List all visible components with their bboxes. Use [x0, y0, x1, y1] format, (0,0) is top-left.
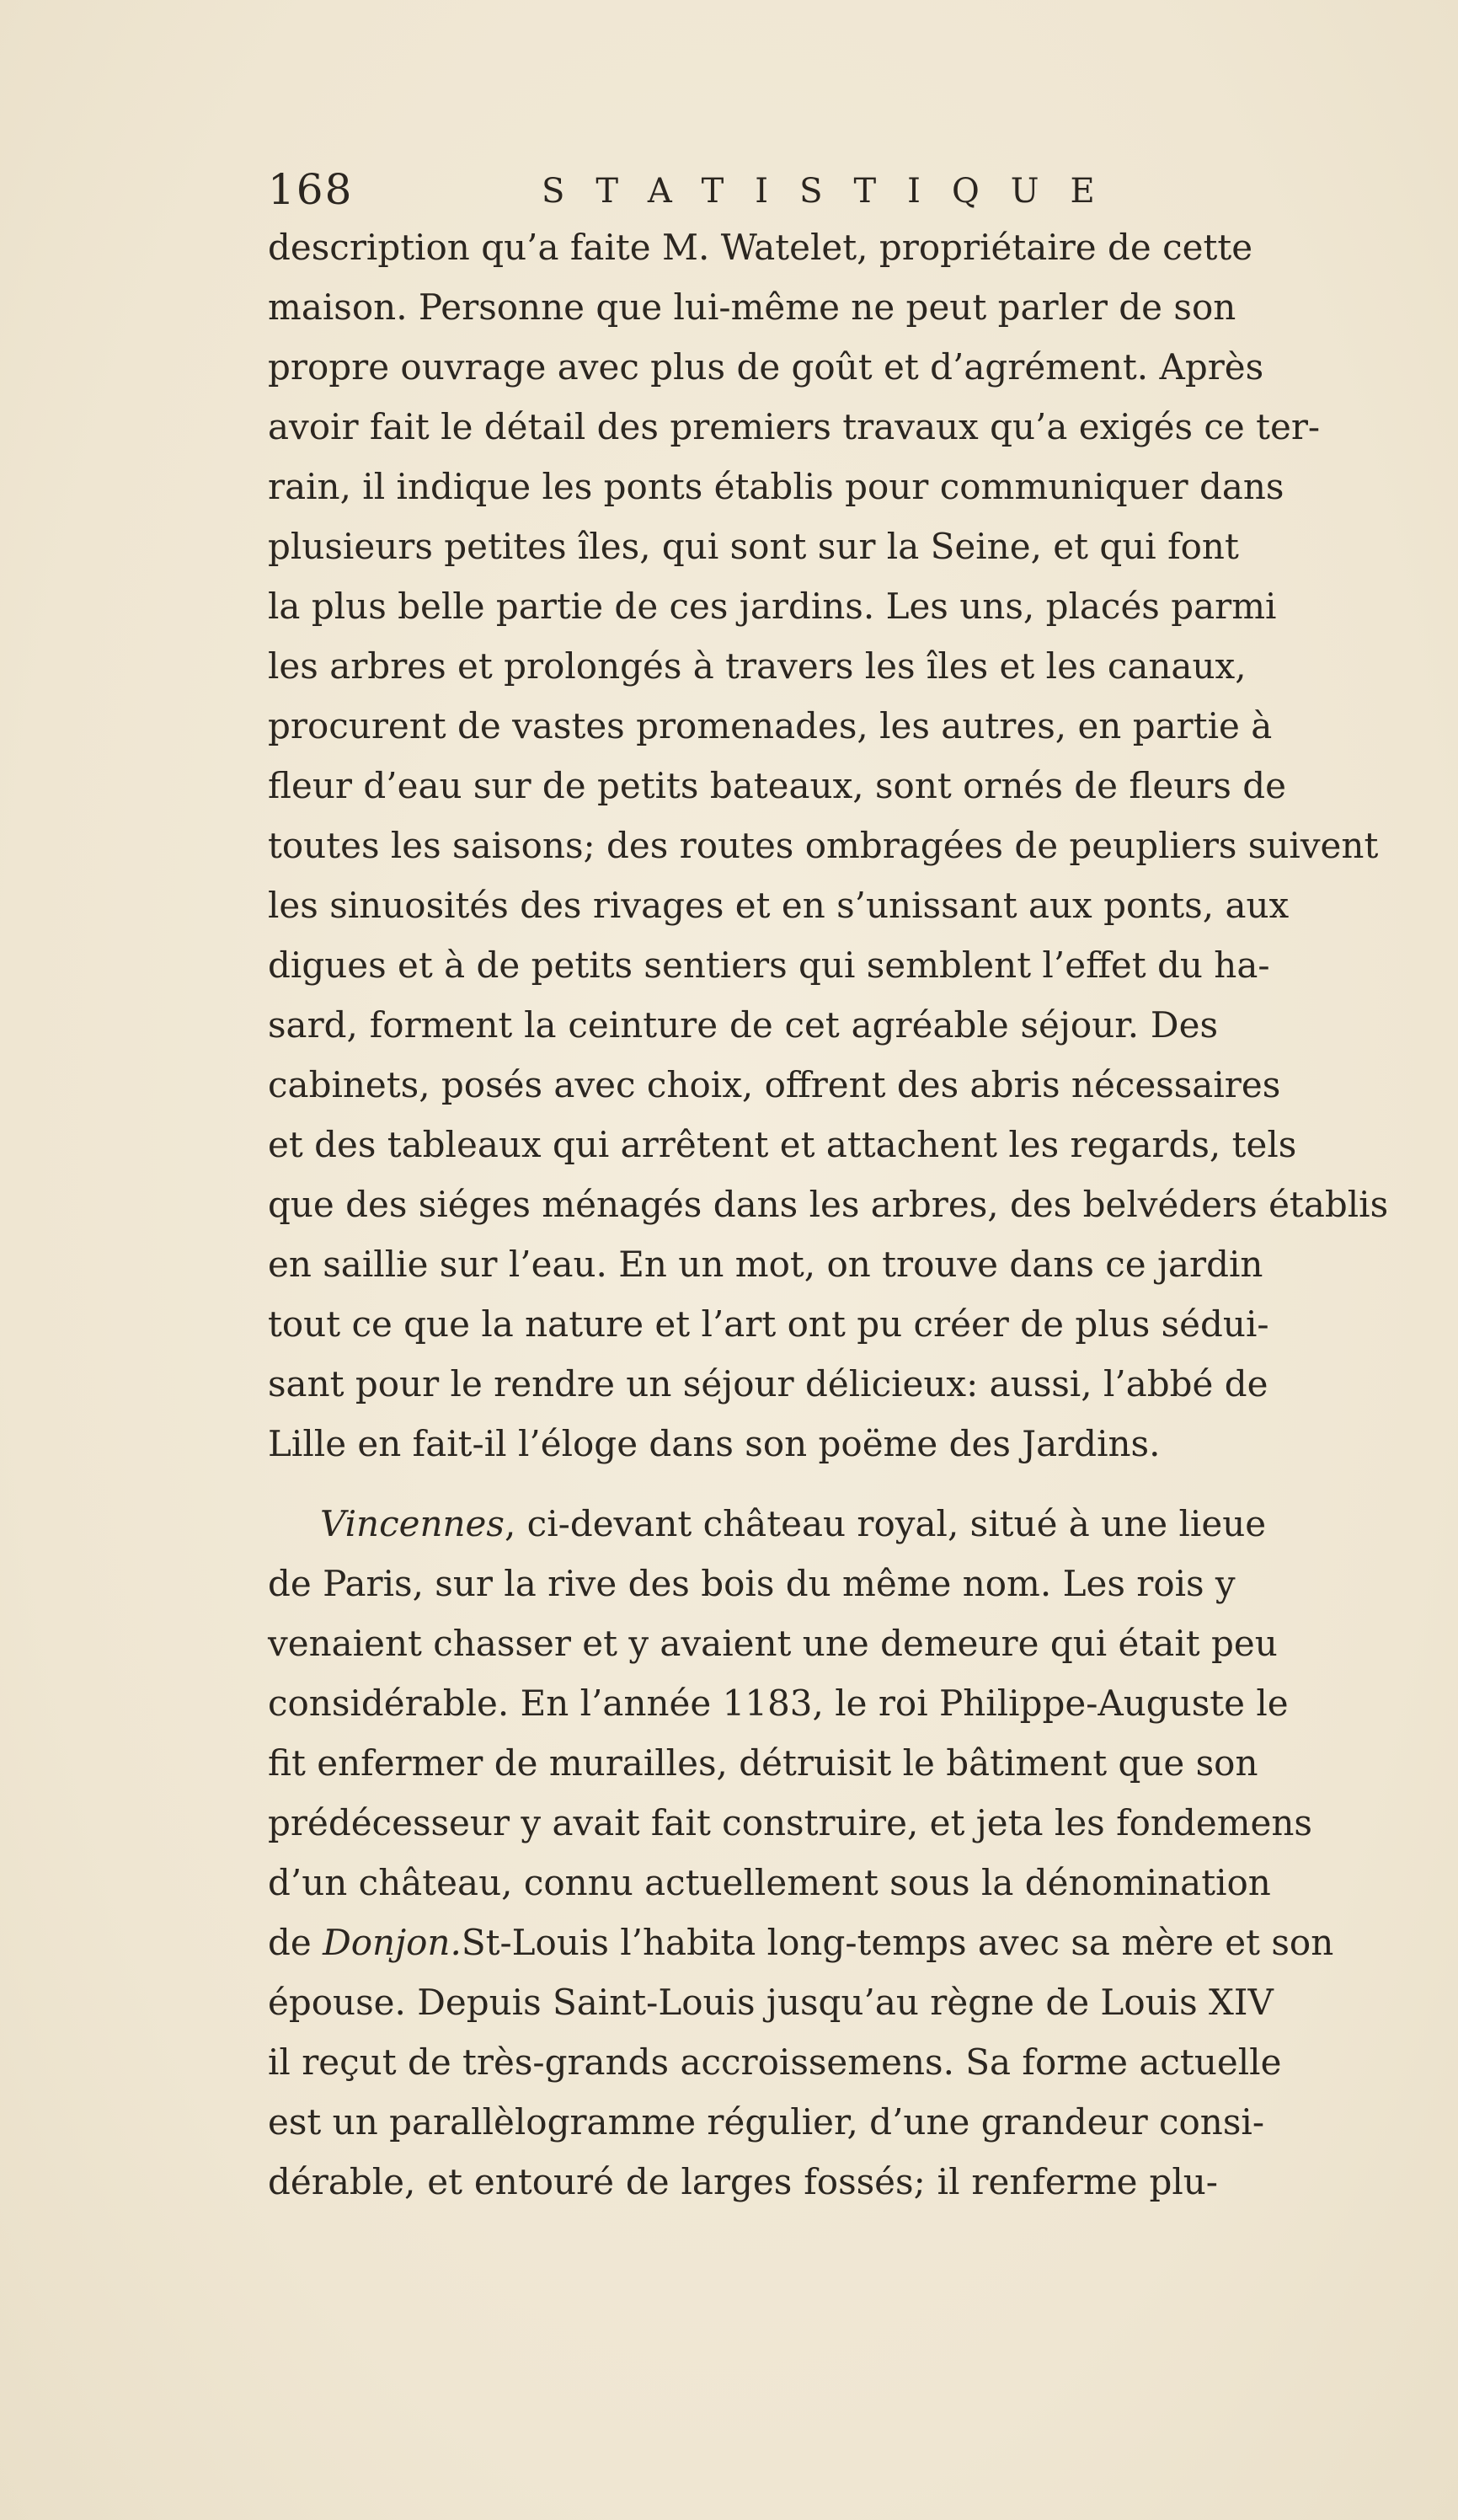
- text-line: tout ce que la nature et l’art ont pu créer de plus sédui-: [268, 1303, 1269, 1345]
- text-line: cabinets, posés avec choix, offrent des abris nécessaires: [268, 1064, 1281, 1105]
- text-line: rain, il indique les ponts établis pour communiquer dans: [268, 466, 1284, 507]
- paragraph-gap: [268, 1474, 1218, 1494]
- text-line: de Paris, sur la rive des bois du même nom. Les rois y: [268, 1563, 1236, 1604]
- text-line: [268, 1494, 1267, 1554]
- text-line: venaient chasser et y avaient une demeure qui était peu: [268, 1623, 1278, 1664]
- place-name-vincennes: Vincennes: [320, 1503, 505, 1544]
- text-fragment: , ci-devant château royal, situé à une lieue: [504, 1503, 1267, 1544]
- text-line: prédécesseur y avait fait construire, et jeta les fondemens: [268, 1802, 1312, 1843]
- text-line: la plus belle partie de ces jardins. Les uns, placés parmi: [268, 586, 1277, 627]
- text-line: procurent de vastes promenades, les autres, en partie à: [268, 705, 1273, 746]
- text-fragment: de: [268, 1922, 323, 1963]
- text-line: digues et à de petits sentiers qui semblent l’effet du ha-: [268, 944, 1270, 986]
- text-line: description qu’a faite M. Watelet, propriétaire de cette: [268, 227, 1253, 268]
- text-line: sard, forment la ceinture de cet agréable séjour. Des: [268, 1004, 1218, 1046]
- body-text: [268, 217, 1389, 2212]
- text-line: avoir fait le détail des premiers travaux qu’a exigés ce ter-: [268, 406, 1321, 447]
- text-line: Lille en fait-il l’éloge dans son poëme des Jardins.: [268, 1423, 1161, 1464]
- running-head: STATISTIQUE: [542, 172, 1126, 211]
- paragraph-vincennes: [268, 1494, 1334, 2212]
- text-fragment: St-Louis l’habita long-temps avec sa mère et son: [461, 1922, 1334, 1963]
- text-line: épouse. Depuis Saint-Louis jusqu’au règne de Louis XIV: [268, 1982, 1274, 2023]
- text-line: les arbres et prolongés à travers les îles et les canaux,: [268, 645, 1247, 687]
- page-number: 168: [268, 165, 354, 214]
- text-line: considérable. En l’année 1183, le roi Philippe-Auguste le: [268, 1683, 1289, 1724]
- text-line: fleur d’eau sur de petits bateaux, sont ornés de fleurs de: [268, 765, 1286, 806]
- text-line: les sinuosités des rivages et en s’unissant aux ponts, aux: [268, 885, 1290, 926]
- text-line: est un parallèlogramme régulier, d’une grandeur consi-: [268, 2101, 1265, 2143]
- text-line: plusieurs petites îles, qui sont sur la Seine, et qui font: [268, 526, 1239, 567]
- text-line: dérable, et entouré de larges fossés; il renferme plu-: [268, 2161, 1218, 2202]
- text-line: fit enfermer de murailles, détruisit le bâtiment que son: [268, 1742, 1258, 1784]
- text-line: sant pour le rendre un séjour délicieux: aussi, l’abbé de: [268, 1363, 1268, 1404]
- text-line: toutes les saisons; des routes ombragées de peupliers suivent: [268, 825, 1379, 866]
- text-line: il reçut de très-grands accroissemens. Sa forme actuelle: [268, 2041, 1282, 2083]
- text-line: en saillie sur l’eau. En un mot, on trouve dans ce jardin: [268, 1244, 1263, 1285]
- paragraph-watelet: [268, 217, 1389, 1474]
- text-line: propre ouvrage avec plus de goût et d’agrément. Après: [268, 346, 1264, 388]
- text-line: et des tableaux qui arrêtent et attachent les regards, tels: [268, 1124, 1297, 1165]
- text-line: maison. Personne que lui-même ne peut parler de son: [268, 286, 1236, 328]
- text-line: d’un château, connu actuellement sous la dénomination: [268, 1862, 1271, 1903]
- text-line: [268, 1913, 1334, 1972]
- term-donjon: Donjon.: [323, 1922, 462, 1963]
- page-header: [268, 165, 1211, 216]
- text-line: que des siéges ménagés dans les arbres, des belvéders établis: [268, 1184, 1389, 1225]
